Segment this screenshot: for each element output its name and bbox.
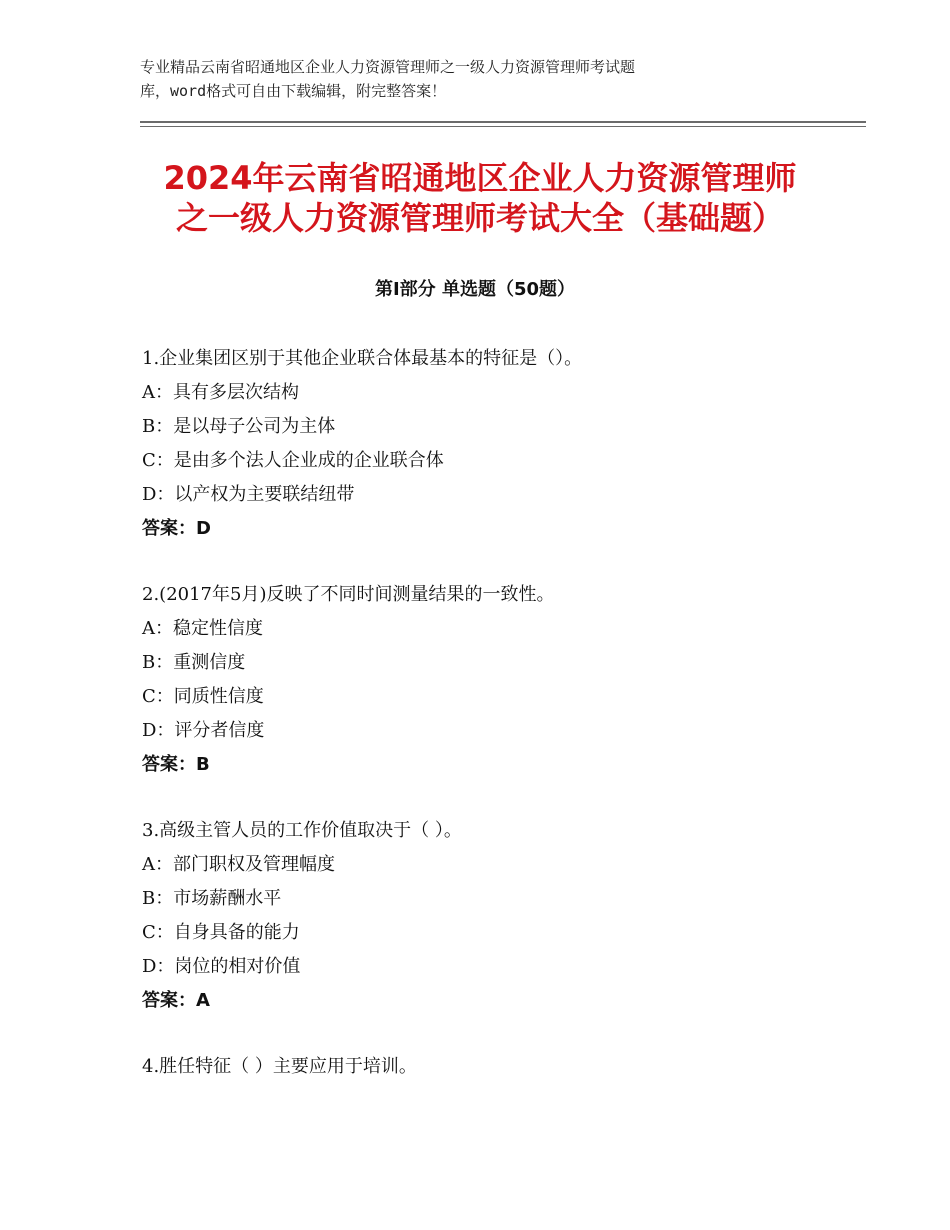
option-c: C：自身具备的能力 xyxy=(142,922,300,943)
answer-line: 答案：A xyxy=(142,990,210,1011)
option-a: A：具有多层次结构 xyxy=(142,382,299,403)
question-stem: 2.(2017年5月)反映了不同时间测量结果的一致性。 xyxy=(142,584,555,605)
question-2 xyxy=(142,578,862,782)
option-a: A：部门职权及管理幅度 xyxy=(142,854,335,875)
question-list xyxy=(142,342,862,1116)
header-note-line-2: 库，word格式可自由下载编辑，附完整答案！ xyxy=(140,82,447,100)
option-b: B：是以母子公司为主体 xyxy=(142,416,336,437)
option-b: B：市场薪酬水平 xyxy=(142,888,282,909)
document-title-line-2: 之一级人力资源管理师考试大全（基础题） xyxy=(175,199,784,237)
question-3 xyxy=(142,814,862,1018)
option-b: B：重测信度 xyxy=(142,652,246,673)
header-note xyxy=(140,55,780,103)
answer-line: 答案：B xyxy=(142,754,210,775)
option-d: D：评分者信度 xyxy=(142,720,265,741)
option-c: C：是由多个法人企业成的企业联合体 xyxy=(142,450,444,471)
question-stem: 1.企业集团区别于其他企业联合体最基本的特征是（）。 xyxy=(142,348,583,369)
option-d: D：以产权为主要联结纽带 xyxy=(142,484,355,505)
header-divider-thick xyxy=(140,121,866,123)
section-heading: 第Ⅰ部分 单选题（50题） xyxy=(374,279,575,300)
option-d: D：岗位的相对价值 xyxy=(142,956,301,977)
answer-line: 答案：D xyxy=(142,518,211,539)
question-stem: 4.胜任特征（ ）主要应用于培训。 xyxy=(142,1056,417,1077)
header-divider-thin xyxy=(140,126,866,127)
document-title-line-1: 2024年云南省昭通地区企业人力资源管理师 xyxy=(163,159,797,197)
option-c: C：同质性信度 xyxy=(142,686,264,707)
question-stem: 3.高级主管人员的工作价值取决于（ ）。 xyxy=(142,820,462,841)
question-1 xyxy=(142,342,862,546)
document-title xyxy=(120,158,840,238)
header-note-line-1: 专业精品云南省昭通地区企业人力资源管理师之一级人力资源管理师考试题 xyxy=(140,58,636,76)
question-4 xyxy=(142,1050,862,1084)
option-a: A：稳定性信度 xyxy=(142,618,263,639)
